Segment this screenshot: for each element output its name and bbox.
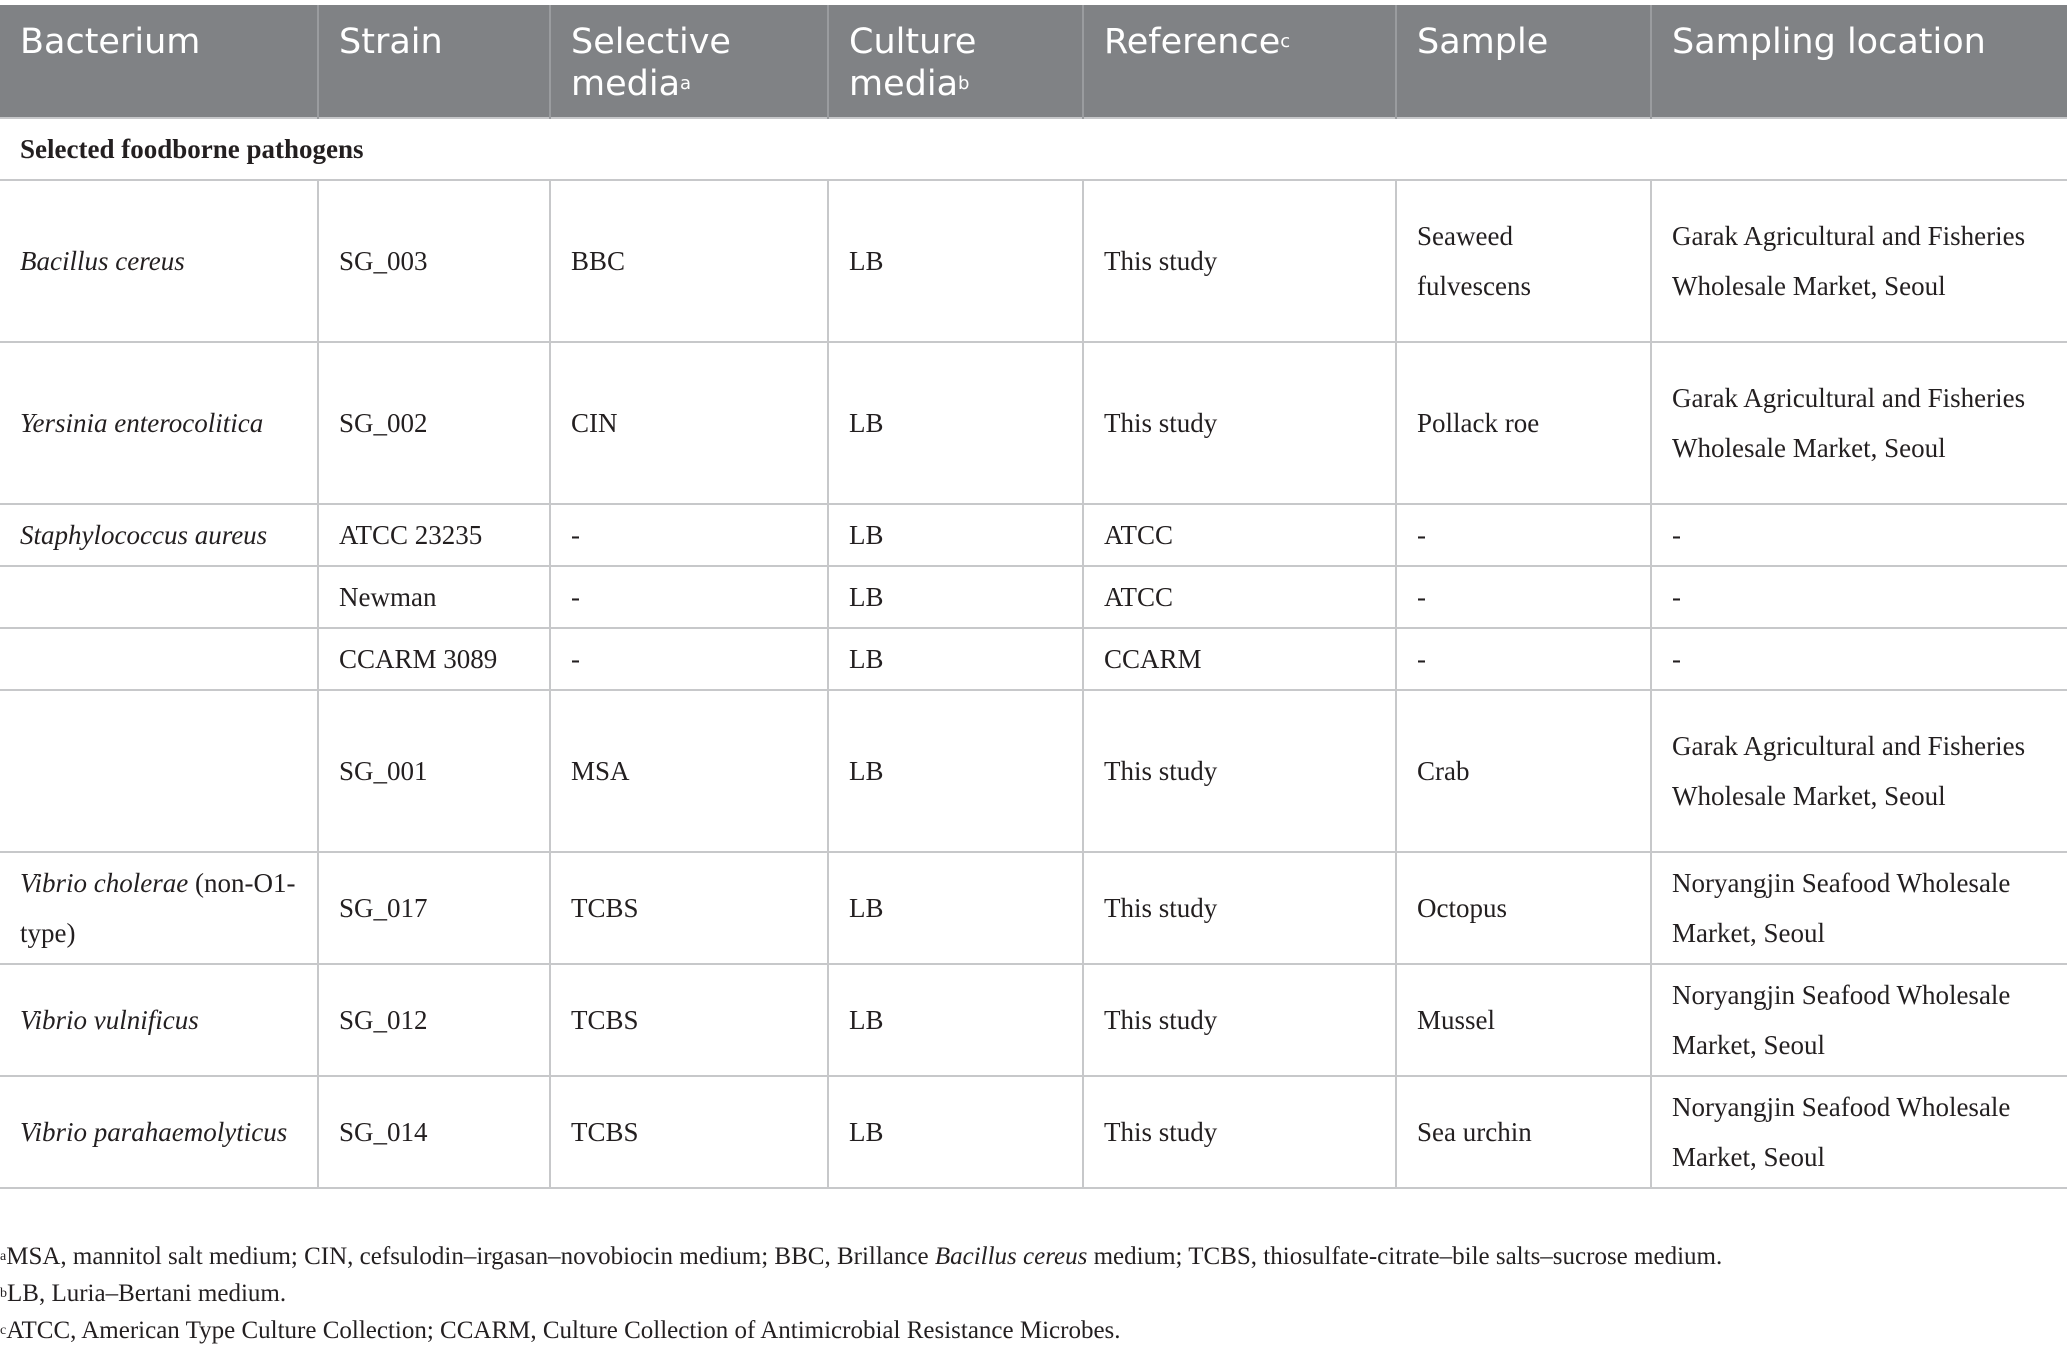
cell-reference: This study [1083,180,1396,342]
cell-culture-media: LB [828,852,1083,964]
cell-strain: SG_017 [318,852,550,964]
cell-sample: Sea urchin [1396,1076,1651,1188]
cell-culture-media: LB [828,342,1083,504]
cell-strain: SG_014 [318,1076,550,1188]
cell-sampling-location: - [1651,504,2067,566]
cell-strain: SG_012 [318,964,550,1076]
bacterium-name: Vibrio cholerae [20,868,189,898]
header-reference: Reference$^c$ [1083,5,1396,118]
section-row [0,118,2067,180]
cell-selective-media: MSA [550,690,828,852]
cell-reference: ATCC [1083,566,1396,628]
cell-sampling-location: Noryangjin Seafood Wholesale Market, Seoul [1651,964,2067,1076]
cell-culture-media: LB [828,504,1083,566]
cell-selective-media: TCBS [550,964,828,1076]
cell-strain: SG_003 [318,180,550,342]
table-row [0,628,2067,690]
table-row [0,342,2067,504]
cell-sample: Mussel [1396,964,1651,1076]
cell-bacterium: Vibrio vulnificus [0,964,318,1076]
cell-bacterium: Vibrio parahaemolyticus [0,1076,318,1188]
cell-sample: Crab [1396,690,1651,852]
cell-reference: This study [1083,852,1396,964]
cell-culture-media: LB [828,690,1083,852]
bacterium-suffix: (non-O1-type) [20,868,296,948]
cell-bacterium: Yersinia enterocolitica [0,342,318,504]
cell-reference: ATCC [1083,504,1396,566]
table-header-row [0,5,2067,118]
header-bacterium: Bacterium [0,5,318,118]
cell-reference: This study [1083,964,1396,1076]
cell-strain: SG_002 [318,342,550,504]
cell-sampling-location: Noryangjin Seafood Wholesale Market, Seoul [1651,852,2067,964]
cell-selective-media: BBC [550,180,828,342]
cell-selective-media: - [550,628,828,690]
cell-sample: - [1396,504,1651,566]
cell-sampling-location: Garak Agricultural and Fisheries Wholesale Market, Seoul [1651,690,2067,852]
cell-culture-media: LB [828,964,1083,1076]
cell-sample: Octopus [1396,852,1651,964]
cell-selective-media: - [550,504,828,566]
cell-bacterium [0,690,318,852]
cell-reference: This study [1083,342,1396,504]
cell-strain: ATCC 23235 [318,504,550,566]
cell-selective-media: TCBS [550,1076,828,1188]
cell-strain: CCARM 3089 [318,628,550,690]
cell-sample: - [1396,628,1651,690]
cell-culture-media: LB [828,566,1083,628]
cell-bacterium [0,852,318,964]
cell-strain: Newman [318,566,550,628]
cell-bacterium: Staphylococcus aureus [0,504,318,566]
header-sampling-location: Sampling location [1651,5,2067,118]
cell-sample: - [1396,566,1651,628]
footnote-a: $^a$MSA, mannitol salt medium; CIN, cefsulodin–irgasan–novobiocin medium; BBC, Brillance Bacillus cereus medium; TCBS, thiosulfate-citrate–bile salts–sucrose medium. [0,1243,1723,1270]
cell-sampling-location: Garak Agricultural and Fisheries Wholesale Market, Seoul [1651,180,2067,342]
cell-culture-media: LB [828,1076,1083,1188]
section-label: Selected foodborne pathogens [0,118,2067,180]
cell-bacterium [0,628,318,690]
table-row [0,964,2067,1076]
cell-sample: Pollack roe [1396,342,1651,504]
cell-sample: Seaweed fulvescens [1396,180,1651,342]
table-footnotes [0,1238,2067,1349]
cell-selective-media: CIN [550,342,828,504]
cell-sampling-location: Garak Agricultural and Fisheries Wholesale Market, Seoul [1651,342,2067,504]
table-row [0,852,2067,964]
cell-sampling-location: - [1651,628,2067,690]
table-row [0,180,2067,342]
cell-reference: This study [1083,1076,1396,1188]
cell-reference: This study [1083,690,1396,852]
header-sample: Sample [1396,5,1651,118]
cell-selective-media: - [550,566,828,628]
cell-bacterium [0,566,318,628]
cell-sampling-location: - [1651,566,2067,628]
table-row [0,1076,2067,1188]
header-culture-media: Culture media$^b$ [828,5,1083,118]
strain-table-container [0,5,2067,1189]
table-row [0,504,2067,566]
footnote-c: $^c$ATCC, American Type Culture Collection; CCARM, Culture Collection of Antimicrobial Resistance Microbes. [0,1317,1121,1344]
cell-culture-media: LB [828,628,1083,690]
cell-strain: SG_001 [318,690,550,852]
footnote-b: $^b$LB, Luria–Bertani medium. [0,1280,287,1307]
cell-selective-media: TCBS [550,852,828,964]
cell-culture-media: LB [828,180,1083,342]
cell-bacterium: Bacillus cereus [0,180,318,342]
header-selective-media: Selective media$^a$ [550,5,828,118]
strain-table [0,5,2067,1189]
cell-reference: CCARM [1083,628,1396,690]
header-strain: Strain [318,5,550,118]
table-row [0,690,2067,852]
table-row [0,566,2067,628]
cell-sampling-location: Noryangjin Seafood Wholesale Market, Seoul [1651,1076,2067,1188]
